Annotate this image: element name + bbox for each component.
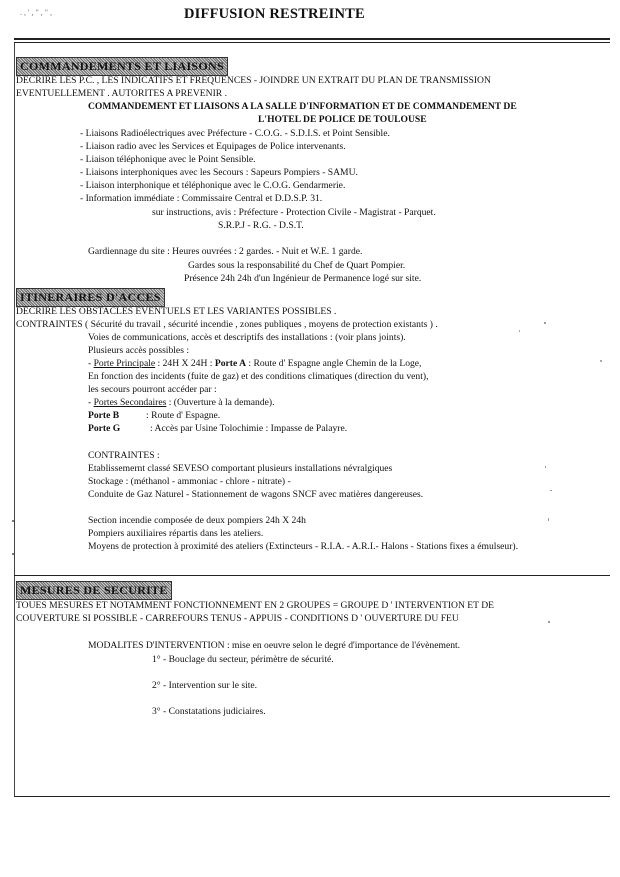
scan-marks: . , ' , " , " , — [20, 8, 52, 17]
section-rule — [14, 575, 610, 576]
s1-intro-line2: EVENTUELLEMENT . AUTORITES A PREVENIR . — [16, 88, 227, 99]
s3-intro-line1: TOUES MESURES ET NOTAMMENT FONCTIONNEMENT EN 2 GROUPES = GROUPE D ' INTERVENTION ET DE — [16, 600, 495, 611]
dash: - — [88, 358, 94, 369]
s2-line: En fonction des incidents (fuite de gaz) et des conditions climatiques (direction du vent), — [88, 371, 429, 382]
s2-line: Voies de communications, accès et descriptifs des installations : (voir plans joints). — [88, 332, 406, 343]
s2-fire-line: Moyens de protection à proximité des ateliers (Extincteurs - R.I.A. - A.R.I.- Halons - Stations fixes a émulseur). — [88, 541, 519, 552]
s1-item: - Liaison radio avec les Services et Equipages de Police intervenants. — [80, 141, 346, 152]
s2-main-gate-line — [88, 358, 421, 369]
section-title-itineraires: ITINERAIRES D'ACCES — [16, 288, 165, 307]
s2-secondary-gates-line — [88, 397, 275, 408]
s1-services: S.R.P.J - R.G. - D.S.T. — [218, 220, 304, 231]
scan-speckle — [545, 466, 546, 468]
s2-line: Plusieurs accès possibles : — [88, 345, 189, 356]
main-gate-label: Porte Principale — [93, 358, 156, 369]
s3-measure: 2° - Intervention sur le site. — [152, 680, 258, 691]
s3-modalites: MODALITES D'INTERVENTION : mise en oeuvre selon le degré d'importance de l'évènement. — [88, 640, 461, 651]
s2-fire-line: Section incendie composée de deux pompiers 24h X 24h — [88, 515, 306, 526]
s1-instructions: sur instructions, avis : Préfecture - Protection Civile - Magistrat - Parquet. — [152, 207, 436, 218]
s2-intro-line2: CONTRAINTES ( Sécurité du travail , sécurité incendie , zones publiques , moyens de protection existants ) . — [16, 319, 438, 330]
s1-item: - Liaisons Radioélectriques avec Préfecture - C.O.G. - S.D.I.S. et Point Sensible. — [80, 128, 390, 139]
s2-fire-line: Pompiers auxiliaires répartis dans les ateliers. — [88, 528, 264, 539]
scan-speckle — [548, 621, 550, 623]
s1-intro-line1: DECRIRE LES P.C. , LES INDICATIFS ET FREQUENCES - JOINDRE UN EXTRAIT DU PLAN DE TRANSMISSION — [16, 75, 491, 86]
s1-guard-line3: Présence 24h 24h d'un Ingénieur de Permanence logé sur site. — [184, 273, 422, 284]
s1-item: - Information immédiate : Commissaire Central et D.D.S.P. 31. — [80, 193, 323, 204]
left-border — [14, 43, 15, 797]
top-rule — [14, 38, 610, 40]
s1-subtitle-line2: L'HOTEL DE POLICE DE TOULOUSE — [258, 114, 427, 125]
s2-constraint: Stockage : (méthanol - ammoniac - chlore - nitrate) - — [88, 476, 291, 487]
page-title: DIFFUSION RESTREINTE — [184, 6, 365, 22]
s2-line: les secours pourront accéder par : — [88, 384, 217, 395]
scan-speckle — [550, 490, 552, 491]
secondary-gates-label: Portes Secondaires — [93, 397, 167, 408]
scan-speckle — [600, 360, 602, 362]
s1-item: - Liaison interphonique et téléphonique avec le C.O.G. Gendarmerie. — [80, 180, 346, 191]
gate-b-text: : Route d' Espagne. — [146, 410, 221, 421]
main-gate-hours: : 24H X 24H : — [155, 358, 215, 369]
top-rule-thin — [14, 42, 610, 43]
s1-guard-line2: Gardes sous la responsabilité du Chef de Quart Pompier. — [188, 260, 406, 271]
s1-item: - Liaison téléphonique avec le Point Sensible. — [80, 154, 256, 165]
bottom-rule — [14, 796, 610, 797]
gate-b-label: Porte B — [88, 410, 120, 421]
s2-constraints-title: CONTRAINTES : — [88, 450, 160, 461]
scan-speckle — [12, 553, 14, 555]
section-title-commandements: COMMANDEMENTS ET LIAISONS — [16, 57, 228, 76]
scan-speckle — [548, 518, 549, 521]
secondary-gates-text: : (Ouverture à la demande). — [166, 397, 275, 408]
gate-a-label: Porte A — [214, 358, 247, 369]
gate-g-label: Porte G — [88, 423, 121, 434]
s3-measure: 1° - Bouclage du secteur, périmètre de sécurité. — [152, 654, 334, 665]
scan-speckle — [519, 330, 520, 332]
s3-measure: 3° - Constatations judiciaires. — [152, 706, 266, 717]
dash: - — [88, 397, 94, 408]
gate-g-text: : Accès par Usine Tolochimie : Impasse de Palayre. — [150, 423, 348, 434]
s1-guard-line1: Gardiennage du site : Heures ouvrées : 2 gardes. - Nuit et W.E. 1 garde. — [88, 246, 363, 257]
section-title-mesures: MESURES DE SECURITE — [16, 581, 172, 600]
s1-subtitle-line1: COMMANDEMENT ET LIAISONS A LA SALLE D'INFORMATION ET DE COMMANDEMENT DE — [88, 101, 517, 112]
gate-a-location: : Route d' Espagne angle Chemin de la Loge, — [246, 358, 422, 369]
s2-constraint: Conduite de Gaz Naturel - Stationnement de wagons SNCF avec matières dangereuses. — [88, 489, 424, 500]
scan-speckle — [544, 322, 546, 324]
scan-speckle — [12, 520, 14, 522]
s2-intro-line1: DECRIRE LES OBSTACLES EVENTUELS ET LES VARIANTES POSSIBLES . — [16, 306, 337, 317]
s1-item: - Liaisons interphoniques avec les Secours : Sapeurs Pompiers - SAMU. — [80, 167, 358, 178]
s3-intro-line2: COUVERTURE SI POSSIBLE - CARREFOURS TENUS - APPUIS - CONDITIONS D ' OUVERTURE DU FEU — [16, 613, 459, 624]
s2-constraint: Etablissemernt classé SEVESO comportant plusieurs installations névralgiques — [88, 463, 393, 474]
